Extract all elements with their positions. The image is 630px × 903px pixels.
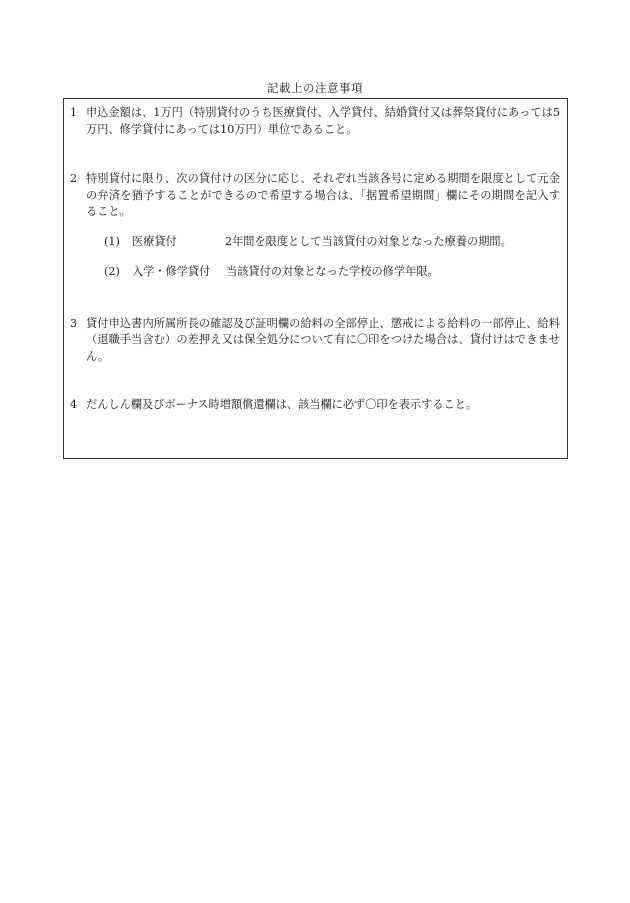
note-number: 3 — [70, 316, 78, 330]
note-item-2 — [70, 171, 560, 281]
note-number: 1 — [70, 106, 78, 119]
deferment-list — [86, 234, 560, 281]
note-text: 申込金額は、1万円（特別貸付のうち医療貸付、入学貸付、結婚貸付又は葬祭貸付にあっては5万円、修学貸付にあっては10万円）単位であること。 — [86, 106, 560, 136]
note-text: 貸付申込書内所属所長の確認及び証明欄の給料の全部停止、懲戒による給料の一部停止、給料（退職手当含む）の差押え又は保全処分について有に〇印をつけた場合は、貸付けはできません。 — [86, 316, 560, 363]
sub-item-description: 当該貸付の対象となった学校の修学年限。 — [226, 265, 439, 278]
deferment-item-education — [104, 264, 560, 281]
page-title: 記載上の注意事項 — [267, 81, 363, 95]
note-item-1 — [70, 105, 560, 138]
note-text: だんしん欄及びボーナス時増額償還欄は、該当欄に必ず〇印を表示すること。 — [86, 398, 478, 411]
sub-item-label: 入学・修学貸付 — [132, 265, 211, 278]
sub-item-label: 医療貸付 — [132, 234, 177, 248]
note-item-3 — [70, 316, 560, 366]
deferment-item-medical — [104, 234, 560, 251]
note-number: 2 — [70, 172, 78, 185]
sub-item-number: (2) — [104, 265, 120, 278]
note-number: 4 — [70, 398, 78, 411]
sub-item-number: (1) — [104, 234, 120, 248]
note-item-4 — [70, 397, 560, 414]
notes-box — [63, 98, 568, 459]
note-text: 特別貸付に限り、次の貸付けの区分に応じ、それぞれ当該各号に定める期間を限度として元金の弁済を猶予することができるので希望する場合は、「据置希望期間」欄にその期間を記入すること。 — [86, 172, 560, 218]
sub-item-description: 2年間を限度として当該貸付の対象となった療養の期間。 — [225, 234, 512, 248]
